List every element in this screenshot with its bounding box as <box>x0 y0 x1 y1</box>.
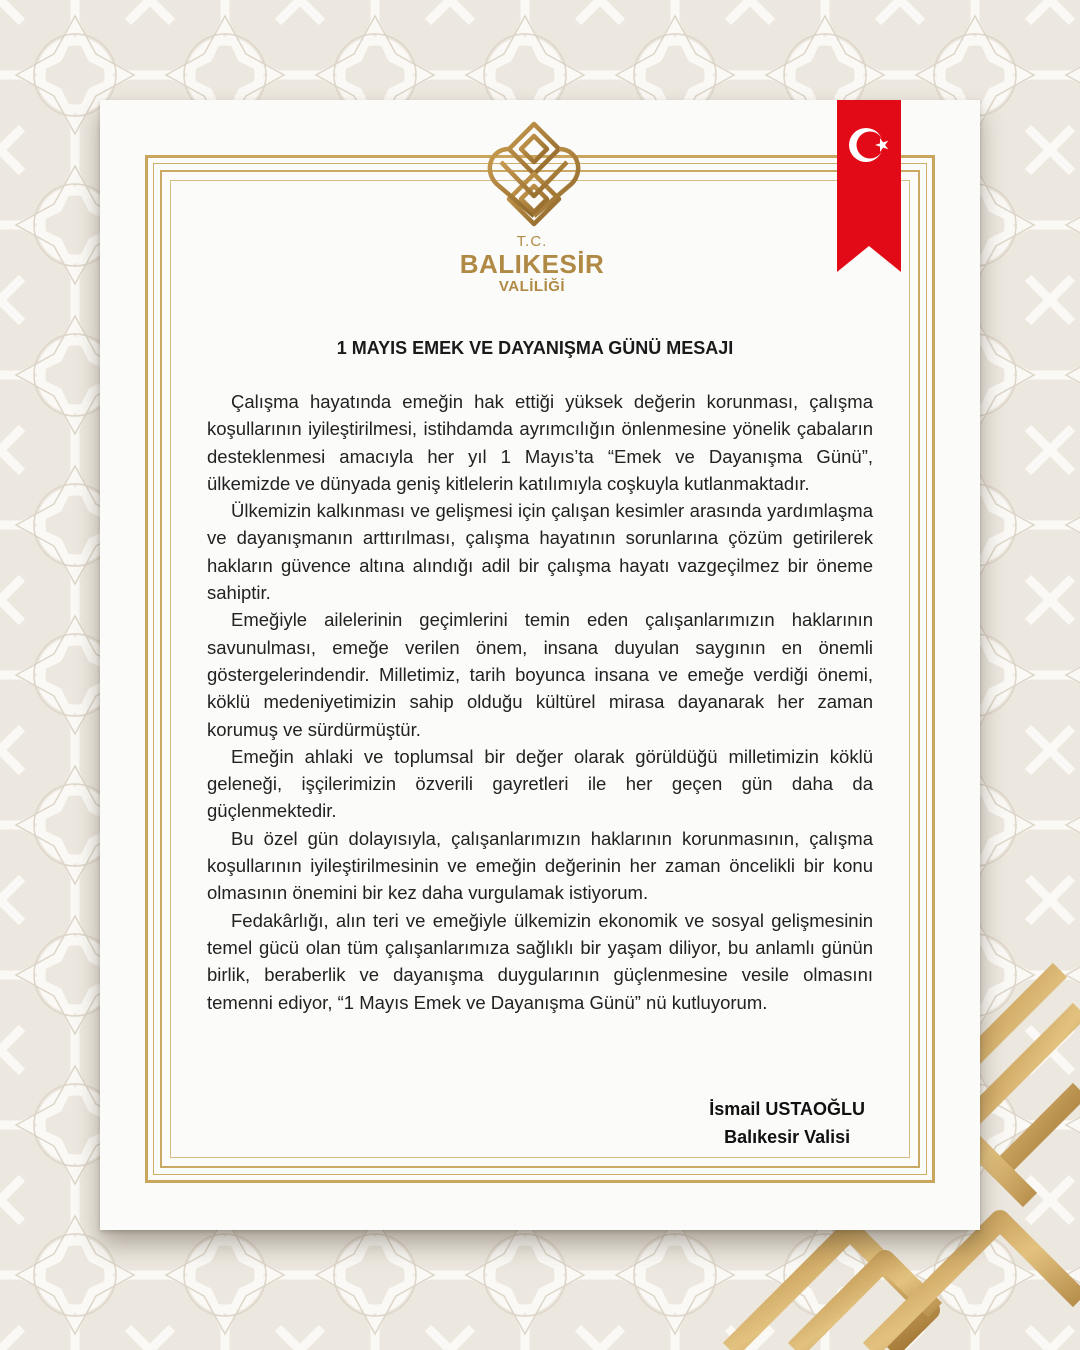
message-body <box>207 388 873 1016</box>
paragraph-4: Emeğin ahlaki ve toplumsal bir değer olarak görüldüğü milletimizin köklü geleneği, işçilerimizin özverili gayretleri ile her geçen gün daha da güçlenmektedir. <box>207 745 873 822</box>
signatory-name: İsmail USTAOĞLU <box>709 1099 865 1119</box>
paragraph-1: Çalışma hayatında emeğin hak ettiği yüksek değerin korunması, çalışma koşullarının iyileştirilmesi, istihdamda ayrımcılığın önlenmesine yönelik çabaların desteklenmesi amacıyla her yıl 1 Mayıs’ta “Emek ve Dayanışma Günü”, ülkemizde ve dünyada geniş kitlelerin katılımıyla coşkuyla kutlanmaktadır. <box>207 391 873 494</box>
turkish-flag-icon <box>837 100 901 272</box>
logo-line-tc: T.C. <box>516 233 548 250</box>
logo-line-governorship: VALİLİĞİ <box>498 278 566 295</box>
document-sheet <box>100 100 980 1230</box>
document-title: 1 MAYIS EMEK VE DAYANIŞMA GÜNÜ MESAJI <box>336 338 734 358</box>
paragraph-2: Ülkemizin kalkınması ve gelişmesi için çalışan kesimler arasında yardımlaşma ve dayanışmanın arttırılması, çalışma hayatının sorunlarına çözüm getirilerek hakların güvence altına alındığı adil bir çalışma hayatı vazgeçilmez bir öneme sahiptir. <box>207 500 873 604</box>
paragraph-3: Emeğiyle ailelerinin geçimlerini temin eden çalışanlarımızın haklarının savunulması, emeğe verilen önem, insana duyulan saygının en önemli göstergelerindendir. Milletimiz, tarih boyunca insana ve emeğe verdiği önemi, köklü medeniyetimizin sahip olduğu kültürel mirasa dayanarak her zaman korumuş ve sürdürmüştür. <box>207 609 873 740</box>
signature-block <box>709 1095 865 1151</box>
paragraph-6: Fedakârlığı, alın teri ve emeğiyle ülkemizin ekonomik ve sosyal gelişmesinin temel gücü olan tüm çalışanlarımıza sağlıklı bir yaşam diliyor, bu anlamlı günün birlik, beraberlik ve dayanışma duygularının güçlenmesine vesile olmasını temenni ediyor, “1 Mayıs Emek ve Dayanışma Günü” nü kutluyorum. <box>207 909 873 1013</box>
logo-line-city: BALIKESİR <box>459 249 605 279</box>
signatory-title: Balıkesir Valisi <box>724 1127 851 1147</box>
institution-logo-text <box>430 233 634 295</box>
paragraph-5: Bu özel gün dolayısıyla, çalışanlarımızın haklarının korunmasının, çalışma koşullarının iyileştirilmesinin ve emeğin değerinin her zaman öncelikli bir konu olmasının önemini bir kez daha vurgulamak istiyorum. <box>207 827 873 904</box>
balikesir-emblem-icon <box>475 118 593 230</box>
